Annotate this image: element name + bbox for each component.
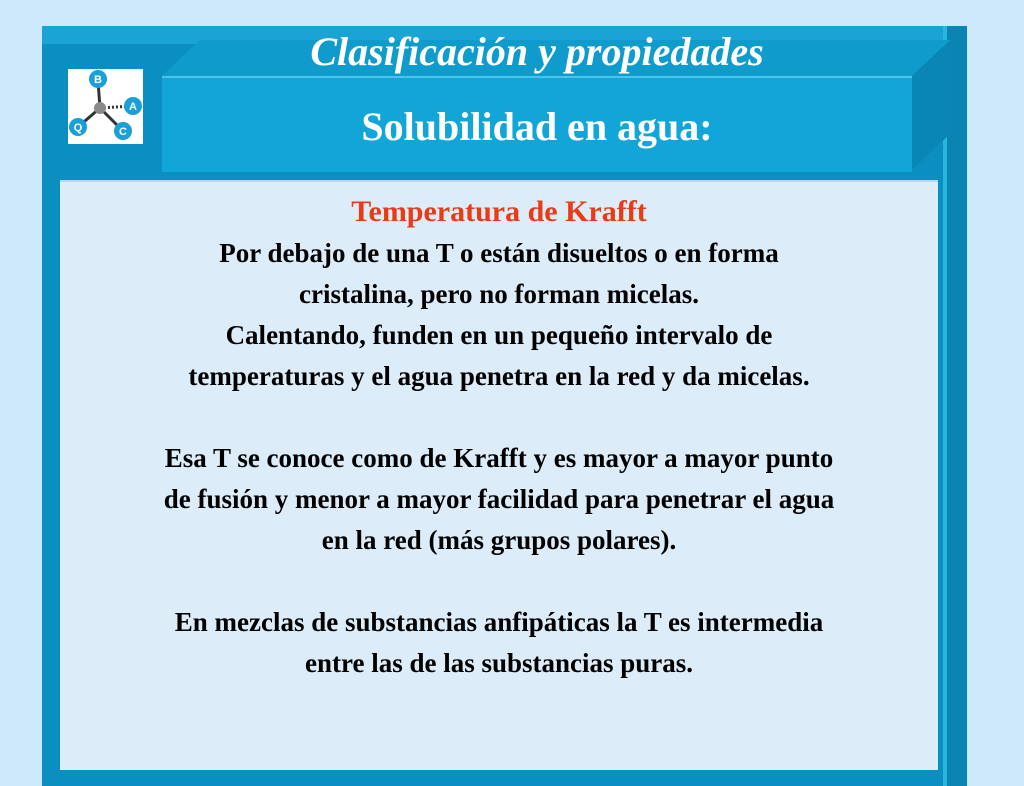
text-line: de fusión y menor a mayor facilidad para penetrar el agua xyxy=(163,484,835,514)
paragraph-gap xyxy=(60,561,938,602)
molecule-logo xyxy=(68,69,143,144)
atom-a-letter: A xyxy=(129,101,137,113)
header-subtitle: Clasificación y propiedades xyxy=(310,29,764,74)
content-heading: Temperatura de Krafft xyxy=(351,195,647,228)
paragraph-2 xyxy=(78,438,920,561)
atom-c-letter: C xyxy=(119,126,127,138)
page-title: Solubilidad en agua: xyxy=(361,104,713,149)
atom-b-letter: B xyxy=(94,74,102,86)
text-line: Por debajo de una T o están disueltos o en forma xyxy=(219,238,779,268)
center-atom-icon xyxy=(94,102,106,114)
molecule-icon xyxy=(68,69,143,144)
content-panel xyxy=(60,180,938,770)
paragraph-gap xyxy=(60,397,938,438)
paragraph-1 xyxy=(78,233,920,397)
text-line: entre las de las substancias puras. xyxy=(304,648,694,678)
text-line: temperaturas y el agua penetra en la red y da micelas. xyxy=(188,361,810,391)
paragraph-3 xyxy=(78,602,920,684)
text-line: en la red (más grupos polares). xyxy=(321,525,677,555)
text-line: cristalina, pero no forman micelas. xyxy=(299,279,699,309)
frame-right-edge xyxy=(943,26,967,786)
text-line: Esa T se conoce como de Krafft y es mayor a mayor punto xyxy=(164,443,834,473)
atom-q-letter: Q xyxy=(73,122,83,134)
text-line: Calentando, funden en un pequeño intervalo de xyxy=(225,320,773,350)
text-line: En mezclas de substancias anfipáticas la T es intermedia xyxy=(174,607,824,637)
